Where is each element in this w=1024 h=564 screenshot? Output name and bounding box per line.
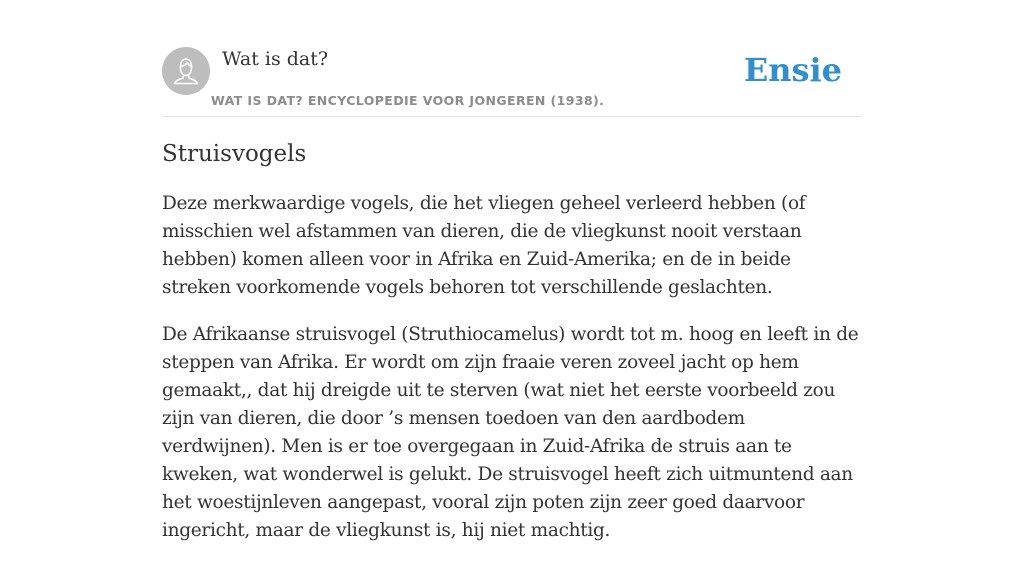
article-paragraph: De Afrikaanse struisvogel (Struthiocamelus) wordt tot m. hoog en leeft in de steppen van Afrika. Er wordt om zijn fraaie veren zoveel jacht op hem gemaakt,, dat hij dreigde uit te sterven (wat niet het eerste voorbeeld zou zijn van dieren, die door ’s mensen toedoen van den aardbodem verdwijnen). Men is er toe overgegaan in Zuid-Afrika de struis aan te kweken, wat wonderwel is gelukt. De struisvogel heeft zich uitmuntend aan het woestijnleven aangepast, vooral zijn poten zijn zeer goed daarvoor ingericht, maar de vliegkunst is, hij niet machtig. xyxy=(162,324,859,541)
source-subtitle: WAT IS DAT? ENCYCLOPEDIE VOOR JONGEREN (1938). xyxy=(211,93,605,108)
article xyxy=(162,138,862,564)
user-silhouette-icon xyxy=(162,47,210,95)
source-header xyxy=(162,46,862,117)
source-title[interactable]: Wat is dat? xyxy=(222,48,329,70)
ensie-logo-link[interactable]: Ensie xyxy=(743,51,842,89)
article-title: Struisvogels xyxy=(162,141,307,167)
source-avatar[interactable] xyxy=(162,47,210,95)
article-paragraph: Deze merkwaardige vogels, die het vliegen geheel verleerd hebben (of misschien wel afstammen van dieren, die de vliegkunst nooit verstaan hebben) komen alleen voor in Afrika en Zuid-Amerika; en de in beide streken voorkomende vogels behoren tot verschillende geslachten. xyxy=(162,193,806,298)
